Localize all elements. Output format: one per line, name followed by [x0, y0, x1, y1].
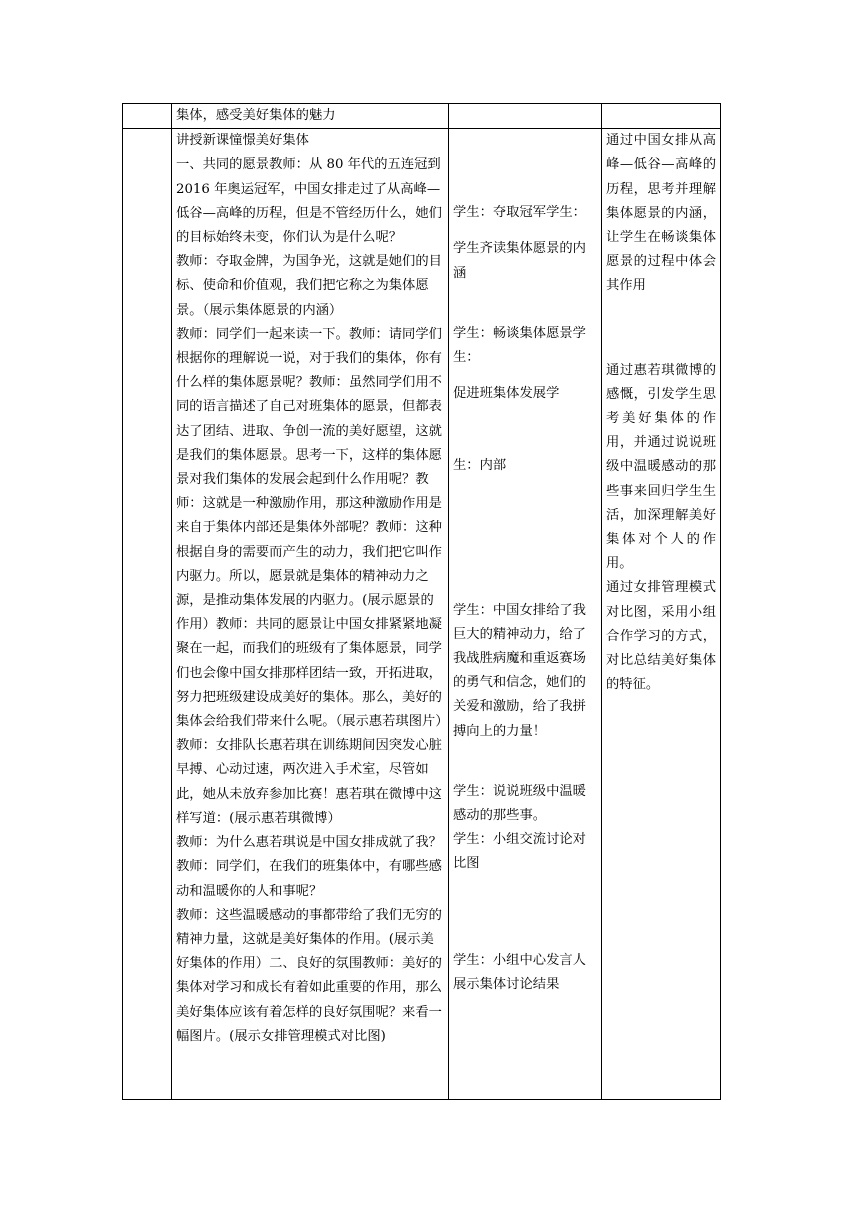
stage-cell [123, 129, 172, 1100]
design-intent-cell [602, 129, 721, 1100]
student-note: 学生：小组交流讨论对比图 [453, 832, 586, 872]
intent-note: 通过中国女排从高峰—低谷—高峰的历程，思考并理解集体愿景的内涵，让学生在畅谈集体愿景的过程中体会其作用 [606, 133, 716, 294]
student-activity-cell [449, 104, 602, 129]
student-note: 学生：畅谈集体愿景学生： [453, 325, 586, 366]
section-heading: 讲授新课憧憬美好集体 [176, 133, 309, 149]
student-note: 学生：夺取冠军学生： [453, 205, 586, 221]
student-note: 学生：小组中心发言人展示集体讨论结果 [453, 952, 586, 992]
teacher-paragraph: 教师：同学们一起来读一下。教师：请同学们根据你的理解说一说，对于我们的集体，你有什么样的集体愿景呢？教师：虽然同学们用不同的语言描述了自己对班集体的愿景，但都表达了团结、进取、争创一流的美好愿望，这就是我们的集体愿景。思考一下，这样的集体愿景对我们集体的发展会起到什么作用呢？教师：这就是一种激励作用，那这种激励作用是来自于集体内部还是集体外部呢？教师：这种根据自身的需要而产生的动力，我们把它叫作内驱力。所以，愿景就是集体的精神动力之源，是推动集体发展的内驱力。(展示愿景的作用）教师：共同的愿景让中国女排紧紧地凝聚在一起，而我们的班级有了集体愿景，同学们也会像中国女排那样团结一致，开拓进取，努力把班级建设成美好的集体。那么，美好的集体会给我们带来什么呢。（展示惠若琪图片）教师：女排队长惠若琪在训练期间因突发心脏早搏、心动过速，两次进入手术室，尽管如此，她从未放弃参加比赛！惠若琪在微博中这样写道：(展示惠若琪微博） [176, 326, 442, 826]
stage-cell [123, 104, 172, 129]
design-intent-cell [602, 104, 721, 129]
lesson-plan-table [122, 103, 721, 1100]
student-note: 学生：中国女排给了我巨大的精神动力，给了我战胜病魔和重返赛场的勇气和信念，她们的关爱和激励，给了我拼搏向上的力量！ [453, 602, 586, 739]
student-activity-cell [449, 129, 602, 1100]
teacher-activity-cell [172, 104, 449, 129]
table-row [123, 129, 721, 1100]
teacher-paragraph: 教师：夺取金牌，为国争光，这就是她们的目标、使命和价值观，我们把它称之为集体愿景。（展示集体愿景的内涵） [176, 254, 442, 318]
table-row [123, 104, 721, 129]
student-note: 生：内部 [453, 458, 507, 474]
teacher-activity-cell [172, 129, 449, 1100]
intent-note: 通过惠若琪微博的感慨，引发学生思考美好集体的作用，并通过说说班级中温暖感动的那些事来回归学生生活，加深理解美好集体对个人的作用。 [606, 362, 716, 572]
student-note: 学生齐读集体愿景的内涵 [453, 241, 586, 281]
teacher-paragraph: 教师：为什么惠若琪说是中国女排成就了我？教师：同学们，在我们的班集体中，有哪些感动和温暖你的人和事呢？ [176, 835, 442, 899]
teacher-paragraph: 一、共同的愿景教师：从 80 年代的五连冠到 2016 年奥运冠军，中国女排走过了从高峰—低谷—高峰的历程，但是不管经历什么，她们的目标始终未变，你们认为是什么呢？ [176, 157, 442, 246]
teacher-paragraph: 教师：这些温暖感动的事都带给了我们无穷的精神力量，这就是美好集体的作用。(展示美好集体的作用）二、良好的氛围教师：美好的集体对学习和成长有着如此重要的作用，那么美好集体应该有着怎样的良好氛围呢？来看一幅图片。(展示女排管理模式对比图) [176, 907, 442, 1044]
intent-note: 通过女排管理模式对比图，采用小组合作学习的方式，对比总结美好集体的特征。 [606, 580, 716, 693]
student-note: 促进班集体发展学 [453, 386, 560, 402]
teacher-activity-text: 集体，感受美好集体的魅力 [176, 108, 336, 123]
student-note: 学生：说说班级中温暖感动的那些事。 [453, 783, 586, 824]
